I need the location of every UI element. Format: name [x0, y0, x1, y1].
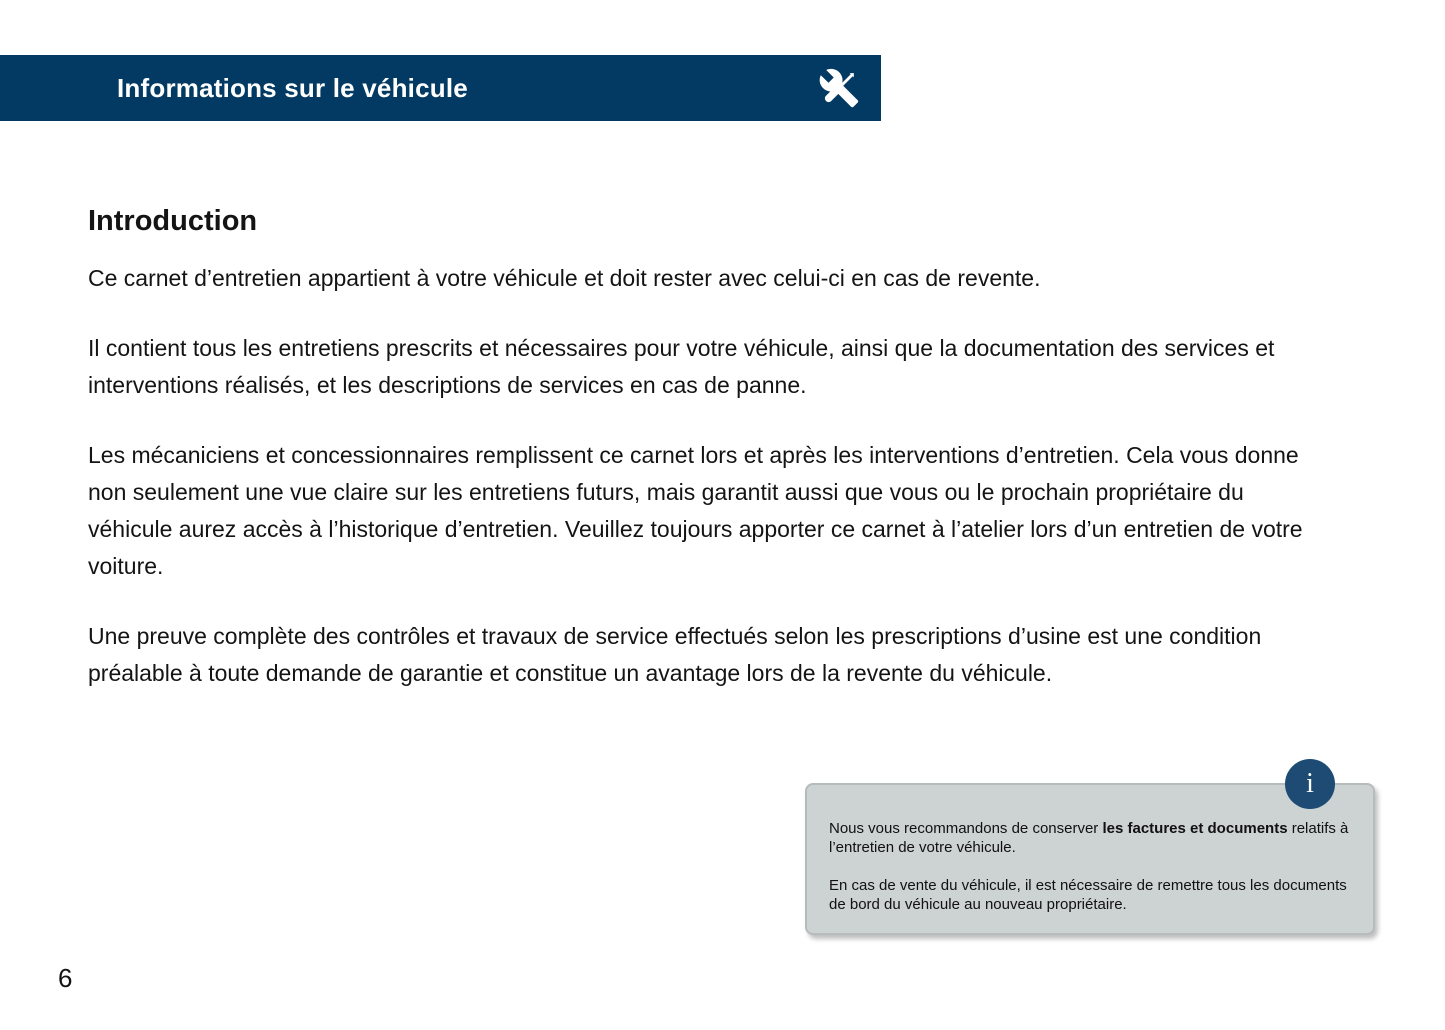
info-icon: i — [1285, 759, 1335, 809]
page-title: Introduction — [88, 205, 258, 237]
paragraph-3: Les mécaniciens et concessionnaires remplissent ce carnet lors et après les interventions d’entretien. Cela vous donne non seulement une vue claire sur les entretiens futurs, mais garantit aussi que vous ou le prochain propriétaire du véhicule aurez accès à l’historique d’entretien. Veuillez toujours apporter ce carnet à l’atelier lors d’un entretien de votre voiture. — [88, 442, 1303, 579]
header-bar — [0, 55, 881, 121]
info-note-2: En cas de vente du véhicule, il est nécessaire de remettre tous les documents de bord du véhicule au nouveau propriétaire. — [829, 877, 1347, 913]
page-number: 6 — [58, 963, 73, 993]
paragraph-1: Ce carnet d’entretien appartient à votre véhicule et doit rester avec celui-ci en cas de revente. — [88, 265, 1041, 291]
header-title: Informations sur le véhicule — [117, 72, 468, 103]
info-note-1-suffix: relatifs à l’entretien de votre véhicule. — [829, 820, 1349, 856]
info-note-1 — [829, 819, 1351, 857]
info-box — [805, 768, 1375, 935]
main-content — [88, 205, 1323, 725]
info-note-1-bold: les factures et documents — [1102, 820, 1288, 837]
tools-icon — [817, 66, 861, 110]
paragraph-4: Une preuve complète des contrôles et travaux de service effectués selon les prescriptions d’usine est une condition préalable à toute demande de garantie et constitue un avantage lors de la revente du véhicule. — [88, 623, 1262, 686]
paragraph-2: Il contient tous les entretiens prescrits et nécessaires pour votre véhicule, ainsi que la documentation des services et interventions réalisés, et les descriptions de services en cas de panne. — [88, 335, 1275, 398]
info-box-content — [807, 785, 1373, 914]
info-note-1-prefix: Nous vous recommandons de conserver — [829, 820, 1103, 837]
